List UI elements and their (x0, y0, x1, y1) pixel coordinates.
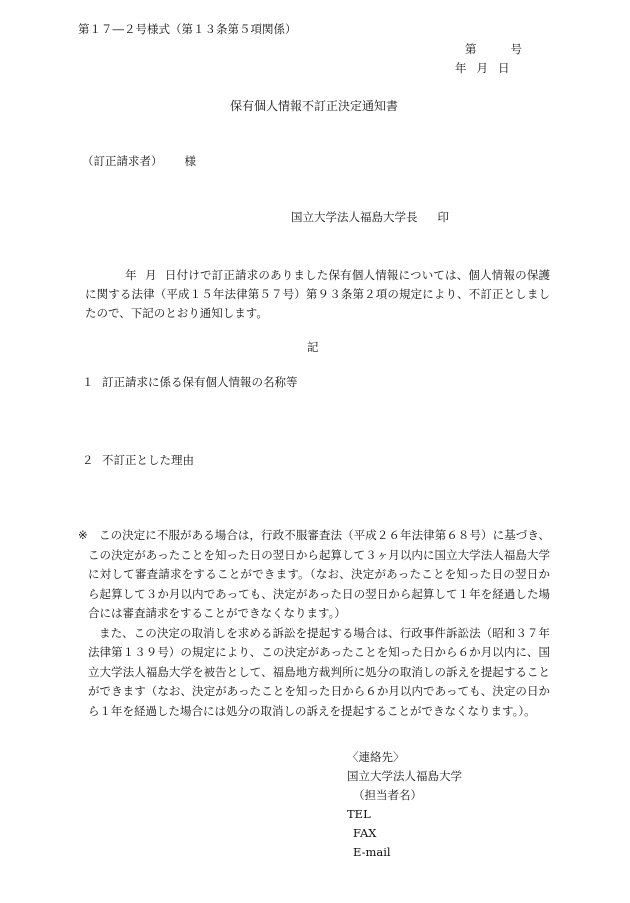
sender (291, 212, 449, 224)
sender-name: 国立大学法人福島大学長 (291, 210, 418, 224)
item-2 (82, 455, 194, 467)
item-1-label: 訂正請求に係る保有個人情報の名称等 (102, 375, 298, 389)
addressee-label: （訂正請求者） (82, 154, 163, 168)
ki-heading: 記 (307, 340, 319, 354)
contact-tel: TEL (347, 807, 371, 821)
date-year: 年 (455, 61, 467, 75)
body-month: 月 (144, 268, 157, 282)
note-paragraph-1: この決定に不服がある場合は，行政不服審査法（平成２６年法律第６８号）に基づき、この決定があったことを知った日の翌日から起算して３ヶ月以内に国立大学法人福島大学に対して審査請求をすることができます。（なお、決定があったことを知った日の翌日から起算して３か月以内であっても、決定があった日の翌日から起算して１年を経過した場合には審査請求をすることができなくなります。） (88, 528, 550, 620)
notice-body (85, 266, 550, 323)
appeal-note (78, 526, 550, 721)
date-day: 日 (498, 61, 510, 75)
item-2-number: ２ (82, 453, 94, 467)
note-paragraph-2: また、この決定の取消しを求める訴訟を提起する場合は、行政事件訴訟法（昭和３７年法律第１３９号）の規定により、この決定があったことを知った日から６か月以内に、国立大学法人福島大学を被告として、福島地方裁判所に処分の取消しの訴えを提起することができます（なお、決定があったことを知った日から６か月以内であっても、決定の日から１年を経過した場合には処分の取消しの訴えを提起することができなくなります。）。 (88, 625, 550, 718)
contact-organization: 国立大学法人福島大学 (347, 769, 462, 783)
contact-person: （担当者名） (353, 788, 422, 802)
addressee (82, 156, 196, 168)
document-title: 保有個人情報不訂正決定通知書 (230, 99, 399, 113)
document-number (465, 44, 522, 56)
contact-block (347, 748, 462, 862)
contact-email: E-mail (353, 845, 391, 859)
sender-seal: 印 (437, 210, 449, 224)
body-year: 年 (125, 268, 137, 282)
contact-heading: 〈連絡先〉 (347, 750, 405, 764)
note-mark: ※ (78, 528, 88, 542)
document-number-suffix: 号 (510, 42, 522, 56)
body-text: 日付けで訂正請求のありました保有個人情報については、個人情報の保護に関する法律（平成１５年法律第５７号）第９３条第２項の規定により、不訂正としましたので、下記のとおり通知します。 (85, 268, 551, 320)
addressee-honorific: 様 (184, 154, 196, 168)
form-number: 第１７―２号様式（第１３条第５項関係） (78, 22, 297, 36)
item-1 (82, 377, 298, 389)
contact-fax: FAX (353, 826, 377, 840)
date-month: 月 (476, 61, 488, 75)
document-date (455, 63, 510, 75)
note-body (88, 526, 550, 721)
item-1-number: １ (82, 375, 94, 389)
item-2-label: 不訂正とした理由 (102, 453, 194, 467)
document-number-prefix: 第 (465, 42, 477, 56)
